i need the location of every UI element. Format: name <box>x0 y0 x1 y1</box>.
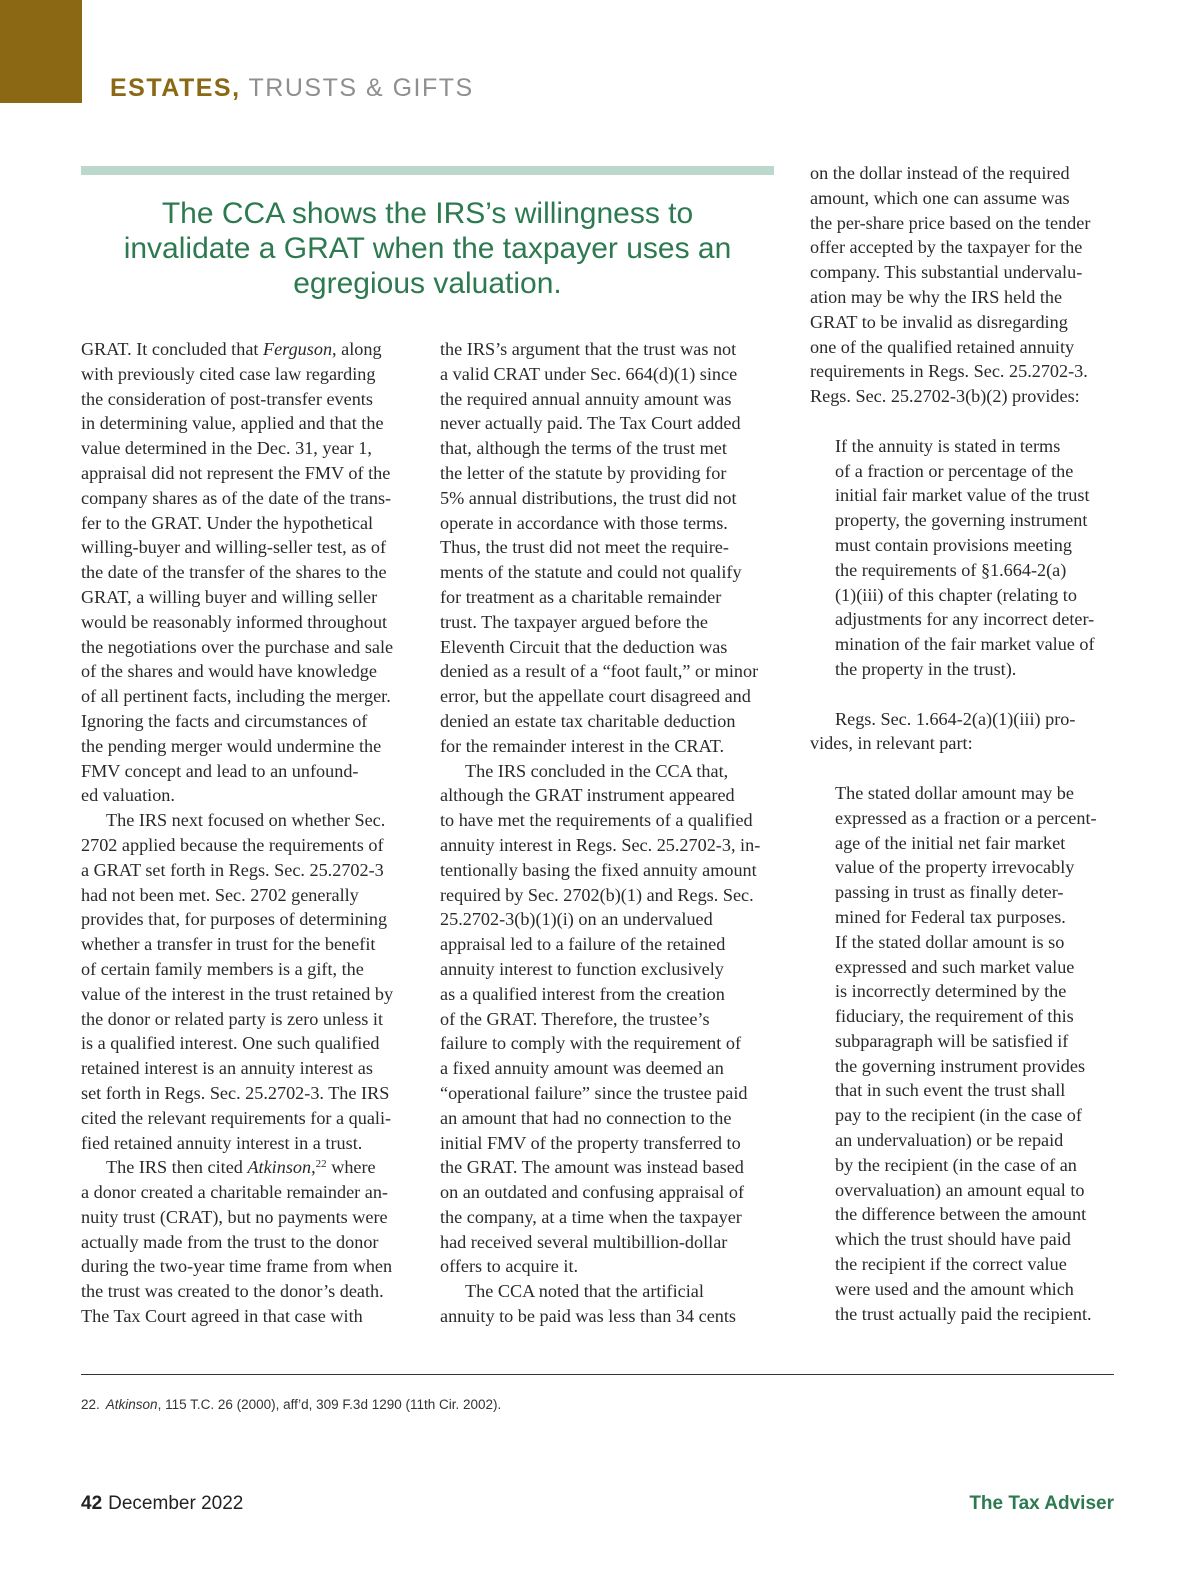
text-line: the consideration of post-transfer events <box>81 388 373 409</box>
text-line: company. This substantial undervalu- <box>810 262 1083 283</box>
text-line: Eleventh Circuit that the deduction was <box>440 636 728 657</box>
text-line <box>81 337 426 362</box>
text-line: Regs. Sec. 1.664-2(a)(1)(iii) pro- <box>835 708 1076 729</box>
text-line: offer accepted by the taxpayer for the <box>810 237 1083 258</box>
text-line: FMV concept and lead to an unfound- <box>81 760 359 781</box>
text-line: the company, at a time when the taxpayer <box>440 1206 742 1227</box>
paragraph-gap <box>810 409 1125 434</box>
text-line: error, but the appellate court disagreed and <box>440 686 751 707</box>
text-line: amount, which one can assume was <box>810 187 1070 208</box>
text-line: value determined in the Dec. 31, year 1, <box>81 438 372 459</box>
text-line: in determining value, applied and that the <box>81 413 384 434</box>
quote-line: The stated dollar amount may be <box>835 782 1074 803</box>
text-line: a fixed annuity amount was deemed an <box>440 1058 724 1079</box>
text-line: 2702 applied because the requirements of <box>81 834 384 855</box>
text-line: initial FMV of the property transferred to <box>440 1132 741 1153</box>
text-line: the required annual annuity amount was <box>440 388 732 409</box>
text-line: during the two-year time frame from when <box>81 1256 393 1277</box>
text-line: cited the relevant requirements for a quali- <box>81 1107 392 1128</box>
text-line: never actually paid. The Tax Court added <box>440 413 741 434</box>
text-line: had not been met. Sec. 2702 generally <box>81 884 359 905</box>
quote-line: the governing instrument provides <box>835 1055 1086 1076</box>
quote-line: value of the property irrevocably <box>835 857 1075 878</box>
column-3 <box>810 161 1125 1326</box>
text-line: Thus, the trust did not meet the require- <box>440 537 729 558</box>
page-number: 42 <box>81 1493 103 1514</box>
text-line: had received several multibillion-dollar <box>440 1231 728 1252</box>
text-line: the GRAT. The amount was instead based <box>440 1157 744 1178</box>
quote-line: the property in the trust). <box>835 658 1017 679</box>
footnote-case: Atkinson <box>105 1397 158 1412</box>
quote-line: fiduciary, the requirement of this <box>835 1006 1074 1027</box>
text-line: operate in accordance with those terms. <box>440 512 728 533</box>
text-line: that, although the terms of the trust met <box>440 438 727 459</box>
case-name-atkinson: Atkinson <box>247 1157 312 1178</box>
text-line: requirements in Regs. Sec. 25.2702-3. <box>810 361 1088 382</box>
pull-quote <box>81 196 774 301</box>
text-line: denied as a result of a “foot fault,” or minor <box>440 661 759 682</box>
text-line: on the dollar instead of the required <box>810 163 1070 183</box>
footnote-ref[interactable]: 22 <box>315 1158 327 1171</box>
text-line: trust. The taxpayer argued before the <box>440 611 708 632</box>
pull-quote-bar <box>81 166 774 175</box>
quote-line: the recipient if the correct value <box>835 1254 1067 1275</box>
text-line: The IRS next focused on whether Sec. <box>106 810 386 831</box>
text-line: the pending merger would undermine the <box>81 735 382 756</box>
text-line: provides that, for purposes of determining <box>81 909 388 930</box>
text-line: offers to acquire it. <box>440 1256 579 1277</box>
footnote <box>81 1397 501 1412</box>
footnote-divider <box>81 1374 1114 1375</box>
text-line: with previously cited case law regarding <box>81 363 376 384</box>
text-line: 25.2702-3(b)(1)(i) on an undervalued <box>440 909 713 930</box>
paragraph-gap <box>810 682 1125 707</box>
text-line: one of the qualified retained annuity <box>810 336 1075 357</box>
text-line: annuity interest in Regs. Sec. 25.2702-3, in- <box>440 834 761 855</box>
quote-line: an undervaluation) or be repaid <box>835 1130 1064 1151</box>
text-line: the trust was created to the donor’s death. <box>81 1281 384 1302</box>
text-line: value of the interest in the trust retained by <box>81 983 394 1004</box>
quote-line: If the stated dollar amount is so <box>835 931 1065 952</box>
text-line: the negotiations over the purchase and sale <box>81 636 394 657</box>
quote-line: which the trust should have paid <box>835 1229 1071 1250</box>
text-line: the donor or related party is zero unless it <box>81 1008 384 1029</box>
text-line: tentionally basing the fixed annuity amount <box>440 859 757 880</box>
text-line: a GRAT set forth in Regs. Sec. 25.2702-3 <box>81 859 384 880</box>
quote-line: expressed and such market value <box>835 956 1075 977</box>
quote-line: that in such event the trust shall <box>835 1080 1066 1101</box>
quote-line: adjustments for any incorrect deter- <box>835 609 1095 630</box>
section-header <box>110 74 474 103</box>
text-line: annuity to be paid was less than 34 cents <box>440 1306 736 1327</box>
text-line: the per-share price based on the tender <box>810 212 1091 233</box>
text-line: 5% annual distributions, the trust did not <box>440 487 737 508</box>
quote-line: (1)(iii) of this chapter (relating to <box>835 584 1077 605</box>
text-line: fied retained annuity interest in a trust. <box>81 1132 363 1153</box>
text-line: is a qualified interest. One such qualified <box>81 1033 380 1054</box>
quote-line: of a fraction or percentage of the <box>835 460 1074 481</box>
text-line: The IRS concluded in the CCA that, <box>465 760 729 781</box>
text-line: company shares as of the date of the trans- <box>81 487 392 508</box>
text-line: an amount that had no connection to the <box>440 1107 732 1128</box>
text-line: “operational failure” since the trustee paid <box>440 1082 748 1103</box>
text-line: although the GRAT instrument appeared <box>440 785 735 806</box>
quote-line: expressed as a fraction or a percent- <box>835 807 1097 828</box>
text-line: as a qualified interest from the creation <box>440 983 725 1004</box>
text-line: ments of the statute and could not qualify <box>440 562 742 583</box>
text-line: of certain family members is a gift, the <box>81 958 364 979</box>
text-line: Ignoring the facts and circumstances of <box>81 710 368 731</box>
paragraph-gap <box>810 756 1125 781</box>
text-line: of the shares and would have knowledge <box>81 661 377 682</box>
publication-name: The Tax Adviser <box>969 1493 1114 1514</box>
text-line: appraisal did not represent the FMV of the <box>81 462 391 483</box>
page-info <box>81 1493 243 1515</box>
text-line: annuity interest to function exclusively <box>440 958 724 979</box>
text-line: denied an estate tax charitable deduction <box>440 710 736 731</box>
section-header-light: TRUSTS & GIFTS <box>248 74 474 102</box>
pull-quote-line: egregious valuation. <box>293 267 562 300</box>
quote-line: age of the initial net fair market <box>835 832 1066 853</box>
text-line: the letter of the statute by providing for <box>440 462 727 483</box>
footnote-number: 22. <box>81 1397 100 1412</box>
text-line: GRAT, a willing buyer and willing seller <box>81 586 378 607</box>
section-header-bold: ESTATES, <box>110 74 241 102</box>
text-line: willing-buyer and willing-seller test, as of <box>81 537 387 558</box>
quote-line: initial fair market value of the trust <box>835 485 1090 506</box>
text-span: The IRS then cited <box>106 1157 248 1178</box>
quote-line: by the recipient (in the case of an <box>835 1154 1077 1175</box>
text-line: whether a transfer in trust for the benefit <box>81 934 376 955</box>
text-line: actually made from the trust to the donor <box>81 1231 379 1252</box>
text-line: nuity trust (CRAT), but no payments were <box>81 1206 388 1227</box>
text-line: of all pertinent facts, including the merger. <box>81 686 391 707</box>
text-line: to have met the requirements of a qualified <box>440 810 753 831</box>
text-line: appraisal led to a failure of the retained <box>440 934 726 955</box>
text-line: for the remainder interest in the CRAT. <box>440 735 725 756</box>
text-line <box>81 1155 426 1180</box>
text-line: ed valuation. <box>81 785 175 806</box>
quote-line: the trust actually paid the recipient. <box>835 1303 1092 1324</box>
text-line: would be reasonably informed throughout <box>81 611 388 632</box>
text-line: failure to comply with the requirement of <box>440 1033 742 1054</box>
text-span: , along <box>332 339 382 359</box>
quote-line: If the annuity is stated in terms <box>835 435 1061 456</box>
quote-line: the requirements of §1.664-2(a) <box>835 559 1067 580</box>
text-line: the IRS’s argument that the trust was not <box>440 339 737 359</box>
text-span: where <box>326 1157 376 1178</box>
quote-line: is incorrectly determined by the <box>835 981 1067 1002</box>
quote-line: mination of the fair market value of <box>835 634 1095 655</box>
text-line: vides, in relevant part: <box>810 733 973 754</box>
text-line: for treatment as a charitable remainder <box>440 586 722 607</box>
text-line: The Tax Court agreed in that case with <box>81 1306 363 1327</box>
text-line: GRAT to be invalid as disregarding <box>810 311 1068 332</box>
text-span: , <box>311 1157 316 1178</box>
pull-quote-line: The CCA shows the IRS’s willingness to <box>161 197 694 230</box>
text-line: of the GRAT. Therefore, the trustee’s <box>440 1008 710 1029</box>
issue-date: December 2022 <box>108 1493 244 1514</box>
text-line: a donor created a charitable remainder an- <box>81 1182 388 1203</box>
text-line: fer to the GRAT. Under the hypothetical <box>81 512 374 533</box>
text-line: retained interest is an annuity interest as <box>81 1058 373 1079</box>
text-line: Regs. Sec. 25.2702-3(b)(2) provides: <box>810 386 1080 407</box>
text-line: ation may be why the IRS held the <box>810 286 1063 307</box>
footnote-text: , 115 T.C. 26 (2000), aff’d, 309 F.3d 1290 (11th Cir. 2002). <box>157 1397 502 1412</box>
quote-line: pay to the recipient (in the case of <box>835 1105 1082 1126</box>
corner-color-block <box>0 0 82 103</box>
quote-line: mined for Federal tax purposes. <box>835 906 1066 927</box>
text-span: GRAT. It concluded that <box>81 339 263 359</box>
column-1 <box>81 337 426 1329</box>
quote-line: property, the governing instrument <box>835 510 1088 531</box>
text-line: the date of the transfer of the shares to the <box>81 562 387 583</box>
text-line: on an outdated and confusing appraisal of <box>440 1182 745 1203</box>
column-2 <box>440 337 785 1329</box>
text-line: required by Sec. 2702(b)(1) and Regs. Sec. <box>440 884 754 905</box>
quote-line: subparagraph will be satisfied if <box>835 1030 1069 1051</box>
quote-line: the difference between the amount <box>835 1204 1087 1225</box>
quote-line: were used and the amount which <box>835 1278 1074 1299</box>
text-line: The CCA noted that the artificial <box>465 1281 704 1302</box>
pull-quote-line: invalidate a GRAT when the taxpayer uses an <box>123 232 732 265</box>
case-name-ferguson: Ferguson <box>263 339 333 359</box>
text-line: set forth in Regs. Sec. 25.2702-3. The IRS <box>81 1082 390 1103</box>
text-line: a valid CRAT under Sec. 664(d)(1) since <box>440 363 738 384</box>
quote-line: must contain provisions meeting <box>835 534 1072 555</box>
quote-line: passing in trust as finally deter- <box>835 882 1064 903</box>
quote-line: overvaluation) an amount equal to <box>835 1179 1085 1200</box>
